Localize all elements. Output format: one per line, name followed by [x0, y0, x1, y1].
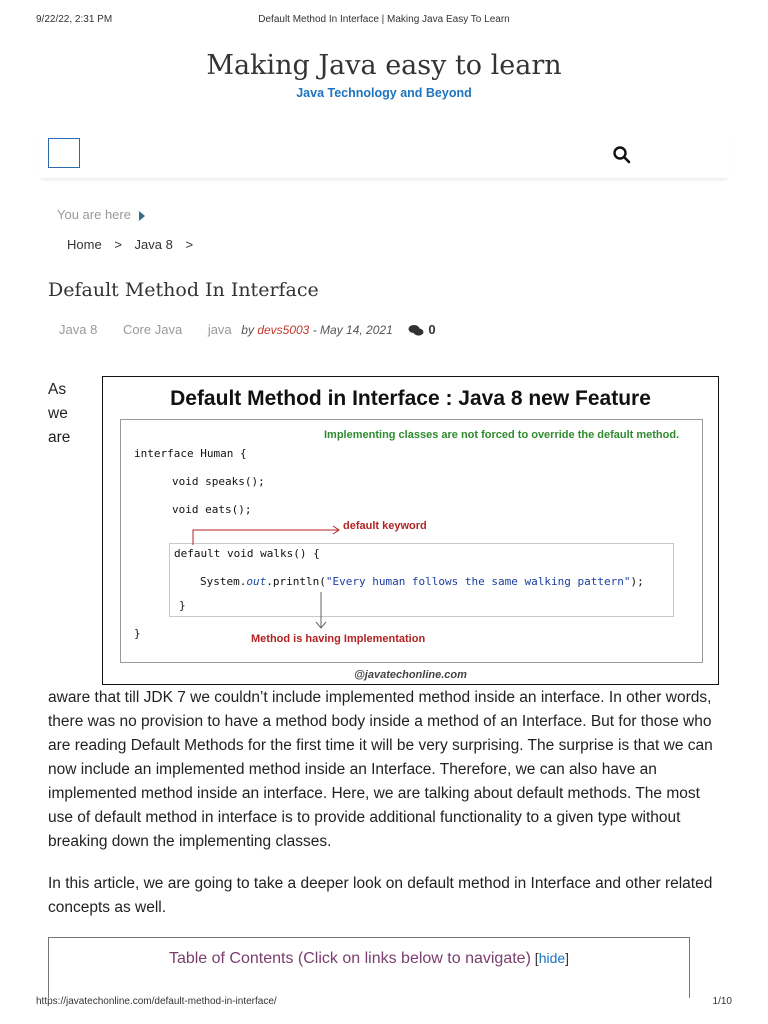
print-title: Default Method In Interface | Making Java Easy To Learn	[258, 14, 510, 25]
post-meta	[59, 322, 436, 337]
search-icon[interactable]	[612, 145, 632, 165]
page-title: Default Method In Interface	[48, 279, 319, 301]
toc-title-text: Table of Contents (Click on links below to navigate)	[168, 950, 531, 967]
author-link[interactable]: devs5003	[257, 323, 310, 337]
site-title[interactable]: Making Java easy to learn	[206, 50, 562, 81]
toc-hide-bracket: ]	[565, 950, 570, 966]
intro-word: we	[48, 405, 68, 422]
menu-icon[interactable]	[48, 138, 80, 168]
print-url[interactable]: https://javatechonline.com/default-method-in-interface/	[36, 996, 277, 1007]
you-are-here-label: You are here	[57, 207, 131, 222]
toc-title	[49, 950, 689, 968]
code-string: "Every human follows the same walking pattern"	[325, 575, 631, 588]
intro-words	[48, 378, 70, 450]
figure-title: Default Method in Interface : Java 8 new Feature	[170, 387, 651, 410]
code-end: );	[630, 575, 644, 588]
category-link[interactable]: Core Java	[122, 322, 183, 337]
toc-hide-link[interactable]: hide	[538, 950, 566, 966]
default-method-box	[169, 543, 674, 617]
default-keyword-label: default keyword	[343, 520, 427, 532]
navbar	[40, 126, 728, 179]
category-link[interactable]: Java 8	[59, 322, 98, 337]
print-footer	[36, 996, 732, 1007]
site-tagline: Java Technology and Beyond	[296, 86, 472, 100]
breadcrumb	[67, 237, 202, 252]
code-box	[120, 419, 703, 663]
intro-word: As	[48, 381, 67, 398]
code-line: }	[179, 599, 186, 612]
breadcrumb-separator: >	[114, 237, 122, 252]
code-line: default void walks() {	[174, 547, 320, 560]
article-figure	[102, 376, 719, 685]
comment-count[interactable]: 0	[428, 322, 436, 337]
breadcrumb-home[interactable]: Home	[67, 237, 102, 252]
code-line: void speaks();	[172, 475, 265, 488]
body-paragraph: aware that till JDK 7 we couldn’t include implemented method inside an interface. In other words, there was no provision to have a method body inside a method of an Interface. But for those who are reading Default Methods for the first time it will be very surprising. The surprise is that we can now include an implemented method inside an Interface. Therefore, we can also have an implemented method inside an interface. Here, we are talking about default methods. The most use of default method in interface is to provide additional functionality to a given type without breaking down the implementing classes.	[48, 689, 713, 850]
code-println: .println(	[266, 575, 326, 588]
breadcrumb-separator: >	[185, 237, 194, 252]
breadcrumb-java8[interactable]: Java 8	[134, 237, 173, 252]
toc-hide-bracket: [	[530, 950, 539, 966]
code-line: void eats();	[172, 503, 252, 516]
code-line	[200, 575, 644, 588]
you-are-here	[57, 207, 145, 222]
code-line: }	[134, 627, 141, 640]
figure-note: Implementing classes are not forced to override the default method.	[324, 429, 680, 441]
by-prefix: by	[241, 323, 258, 337]
category-link[interactable]: java	[207, 322, 232, 337]
method-impl-label: Method is having Implementation	[251, 633, 426, 645]
code-out: out	[246, 575, 267, 588]
byline	[241, 323, 392, 337]
body-paragraph: In this article, we are going to take a deeper look on default method in Interface and other related concepts as well.	[48, 875, 713, 916]
page-number: 1/10	[712, 996, 732, 1007]
caret-right-icon	[139, 211, 145, 221]
post-date: - May 14, 2021	[309, 323, 393, 337]
comments-icon[interactable]	[408, 324, 424, 337]
code-system: System.	[200, 575, 247, 588]
figure-watermark: @javatechonline.com	[354, 669, 467, 681]
table-of-contents	[48, 937, 690, 998]
print-date: 9/22/22, 2:31 PM	[36, 14, 113, 25]
code-line: interface Human {	[134, 447, 247, 460]
intro-word: are	[48, 429, 71, 446]
